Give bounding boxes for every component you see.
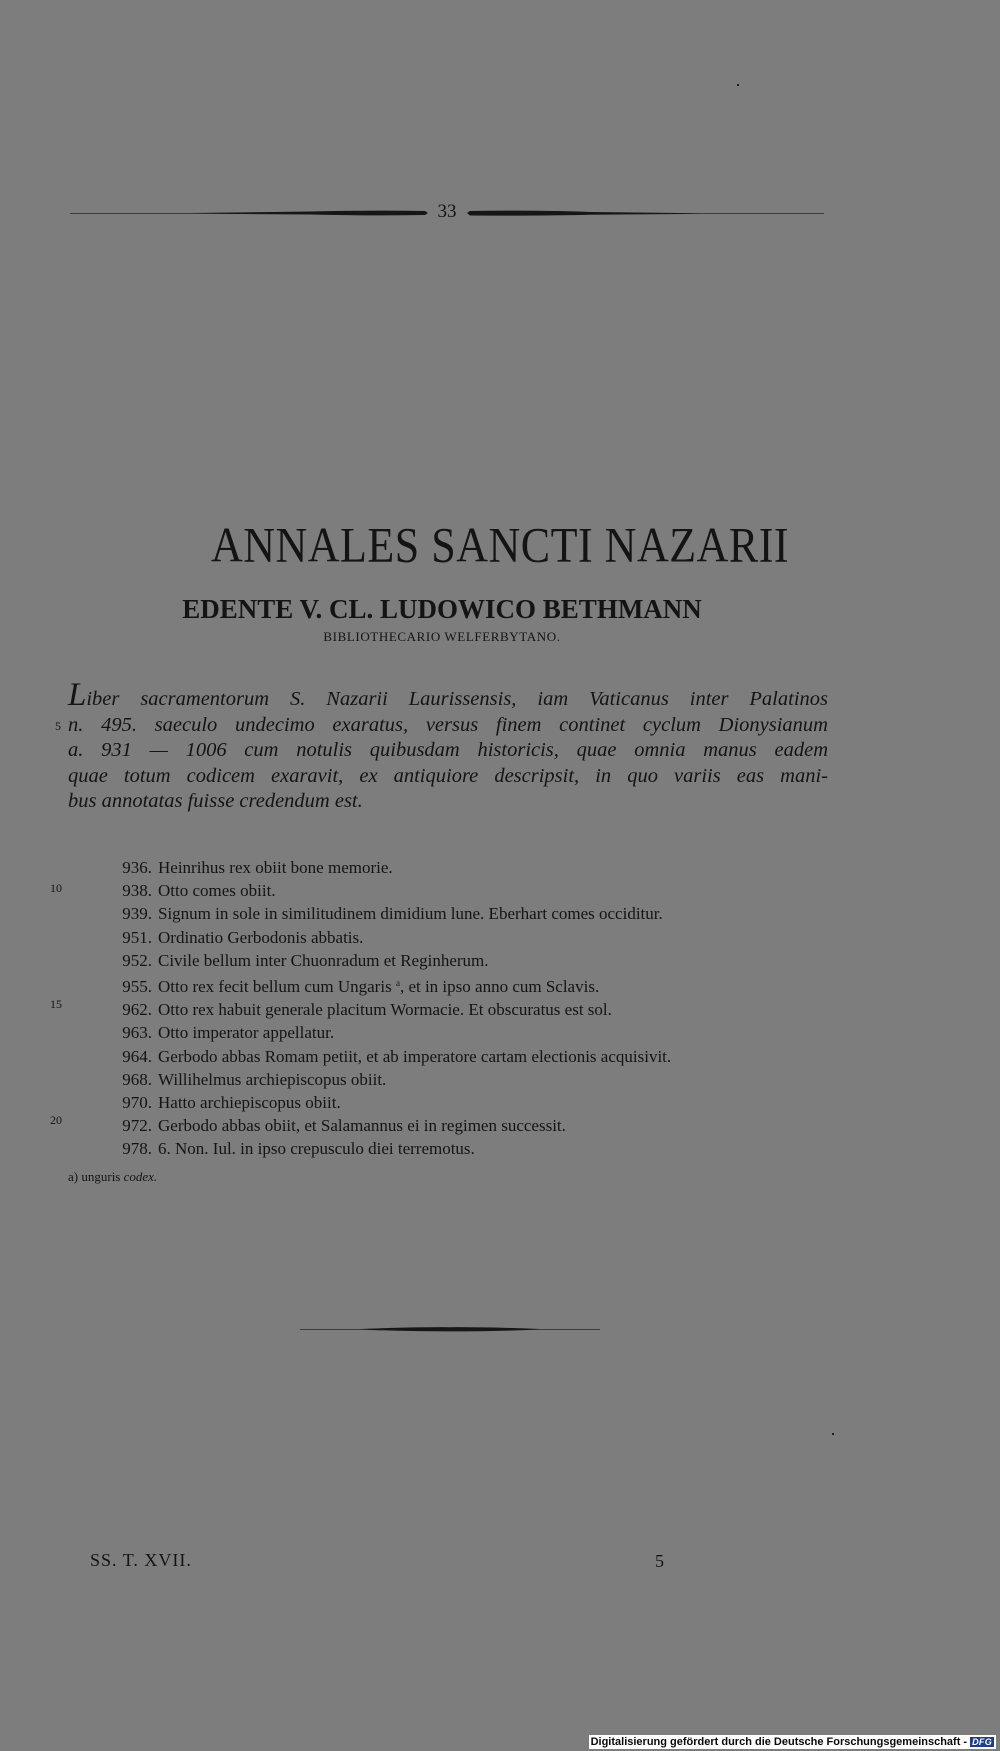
entry-text: Otto rex habuit generale placitum Wormacie. Et obscuratus est sol. xyxy=(158,1000,612,1020)
editor-line: EDENTE V. CL. LUDOWICO BETHMANN xyxy=(182,594,702,624)
annal-entry xyxy=(104,902,804,925)
entry-year: 964. xyxy=(122,1046,152,1066)
entry-text: Willihelmus archiepiscopus obiit. xyxy=(158,1069,387,1089)
intro-line: a. 931 — 1006 cum notulis quibusdam historicis, quae omnia manus eadem xyxy=(68,739,828,761)
annal-entry xyxy=(104,1021,804,1044)
intro-line: Liber sacramentorum S. Nazarii Laurissensis, iam Vaticanus inter Palatinos xyxy=(68,677,828,713)
annal-entry xyxy=(104,926,804,949)
annal-entry xyxy=(104,972,804,998)
page-number: 33 xyxy=(437,201,457,222)
dfg-logo: DFG xyxy=(972,1737,992,1747)
entry-year: 978. xyxy=(122,1139,152,1159)
folio-number: 5 xyxy=(655,1551,664,1571)
footnote-text: unguris xyxy=(81,1169,121,1184)
annal-entry xyxy=(104,1091,804,1114)
signature-mark: SS. T. XVII. xyxy=(90,1550,192,1570)
footnote-source: codex. xyxy=(123,1169,158,1184)
entry-text: Otto rex fecit bellum cum Ungaris xyxy=(158,977,392,997)
line-number: 10 xyxy=(50,881,62,895)
digitization-credit xyxy=(589,1735,996,1749)
entry-year: 972. xyxy=(122,1116,152,1136)
annal-entry xyxy=(104,949,804,972)
entry-text: 6. Non. Iul. in ipso crepusculo diei terremotus. xyxy=(158,1139,475,1159)
intro-paragraph xyxy=(68,677,828,815)
drop-cap: L xyxy=(68,677,87,713)
editor-title: BIBLIOTHECARIO WELFERBYTANO. xyxy=(323,629,561,644)
entry-text: , et in ipso anno cum Sclavis. xyxy=(399,977,600,997)
page-title: ANNALES SANCTI NAZARII xyxy=(210,518,790,573)
entry-text: Civile bellum inter Chuonradum et Reginherum. xyxy=(158,950,489,970)
intro-line: n. 495. saeculo undecimo exaratus, versus finem continet cyclum Dionysianum xyxy=(68,713,828,736)
entry-text: Gerbodo abbas obiit, et Salamannus ei in regimen successit. xyxy=(158,1116,566,1136)
entry-year: 951. xyxy=(122,927,152,947)
footnote xyxy=(68,1169,157,1185)
scan-speck xyxy=(737,84,739,86)
annal-entry xyxy=(104,998,804,1021)
footnote-marker: a xyxy=(395,978,400,989)
line-number: 15 xyxy=(50,997,62,1011)
line-number: 5 xyxy=(55,719,61,733)
entry-year: 955. xyxy=(122,977,152,997)
entry-year: 936. xyxy=(122,858,152,877)
entry-text: Ordinatio Gerbodonis abbatis. xyxy=(158,927,364,947)
entry-text: Hatto archiepiscopus obiit. xyxy=(158,1093,341,1113)
annal-entry xyxy=(104,879,804,902)
annal-entry xyxy=(104,1137,804,1160)
entry-year: 952. xyxy=(122,950,152,970)
annal-entries xyxy=(104,856,804,1161)
entry-year: 962. xyxy=(122,1000,152,1020)
header-rule xyxy=(70,201,824,222)
ornamental-rule-icon xyxy=(300,1324,600,1334)
footnote-mark: a) xyxy=(68,1169,79,1184)
entry-text: Otto comes obiit. xyxy=(158,881,276,901)
intro-line: bus annotatas fuisse credendum est. xyxy=(68,790,363,812)
annal-entry xyxy=(104,1114,804,1137)
annal-entry xyxy=(104,1045,804,1068)
annal-entry xyxy=(104,1068,804,1091)
entry-text: Signum in sole in similitudinem dimidium lune. Eberhart comes occiditur. xyxy=(158,904,663,924)
intro-line: quae totum codicem exaravit, ex antiquiore descripsit, in quo variis eas mani- xyxy=(68,764,828,787)
entry-year: 963. xyxy=(122,1023,152,1043)
entry-year: 968. xyxy=(122,1069,152,1089)
line-number: 20 xyxy=(50,1113,62,1127)
entry-text: Otto imperator appellatur. xyxy=(158,1023,335,1043)
annal-entry xyxy=(104,856,804,879)
entry-year: 939. xyxy=(122,904,152,924)
entry-year: 938. xyxy=(122,881,152,901)
credit-text: Digitalisierung gefördert durch die Deutsche Forschungsgemeinschaft - xyxy=(590,1736,968,1748)
scan-speck xyxy=(832,1433,834,1435)
entry-text: Gerbodo abbas Romam petiit, et ab imperatore cartam electionis acquisivit. xyxy=(158,1046,672,1066)
entry-year: 970. xyxy=(122,1093,152,1113)
entry-text: Heinrihus rex obiit bone memorie. xyxy=(158,858,393,877)
end-rule xyxy=(300,1321,600,1339)
